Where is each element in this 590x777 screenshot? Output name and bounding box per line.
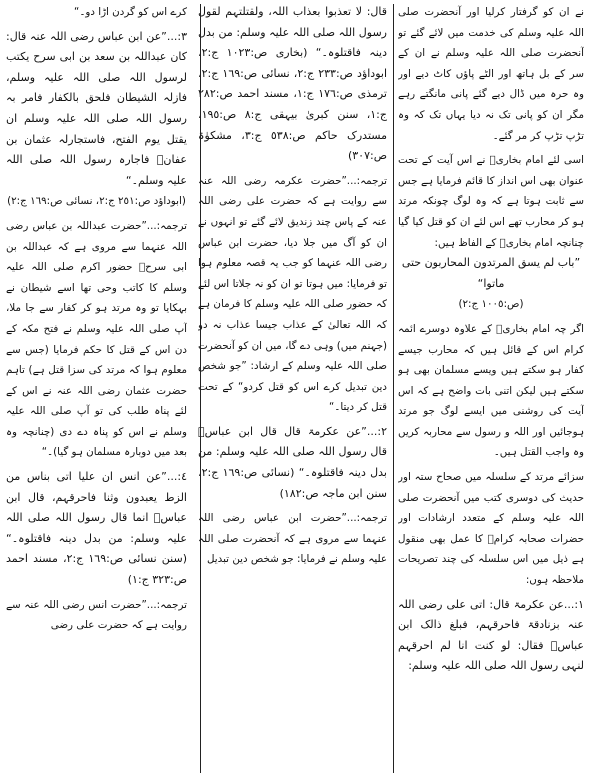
translation: ترجمہ:...”حضرت عکرمہ رضی اللہ عنہ سے روایت ہے کہ حضرت علی رضی اللہ عنہ کے پاس چند زندیق لائے گئے تو انہوں نے ان کو آگ میں جلا دیا، حضرت ابن عباس رضی اللہ عنہما کو جب یہ قصہ معلوم ہوا تو فرمایا: میں ہوتا تو ان کو نہ جلاتا اس لئے کہ حضور صلی اللہ علیہ وسلم کا فرمان ہے کہ اللہ تعالیٰ کے عذاب جیسا عذاب نہ دو (جہنم میں) وہی دے گا، میں ان کو آنحضرت صلی اللہ علیہ وسلم کے ارشاد: ”جو شخص دین تبدیل کرے اس کو قتل کردو“ کے تحت قتل کر دیتا۔“	[198, 174, 387, 414]
paragraph: سزائے مرتد کے سلسلہ میں صحاح ستہ اور حدیث کی دوسری کتب میں آنحضرت صلی اللہ علیہ وسلم کے متعدد ارشادات اور حضرات صحابہ کرامؓ کا عمل بھی منقول ہے ذیل میں اس سلسلہ کی چند تصریحات ملاحظہ ہوں:	[398, 471, 584, 587]
column-left	[6, 2, 187, 777]
citation: (ابوداؤد ص:٢٥١ ج:٢، نسائی ص:١٦٩ ج:٢)	[7, 195, 186, 208]
column-right	[398, 2, 584, 777]
column-divider	[200, 4, 201, 773]
translation: کرے اس کو گردن اڑا دو۔“	[74, 6, 187, 18]
arabic-hadith: ٤:...”عن انس ان علیا اتی بناس من الزط یعبدون وثنا فاحرقہم، قال ابن عباسؓ انما قال رسول اللہ صلی اللہ علیہ وسلم: من بدل دینہ فاقتلوہ۔“ (سنن نسائی ص:١٦٩ ج:٢، مسند احمد ص:٣٢٣ ج:١)	[6, 470, 187, 587]
arabic-hadith: قال: لا تعذبوا بعذاب اللہ، ولقتلتہم لقول رسول اللہ صلی اللہ علیہ وسلم: من بدل دینہ فاقتلوہ۔“ (بخاری ص:١٠٢٣ ج:٢، ابوداؤد ص:٢٣٣ ج:٢، نسائی ص:١٦٩ ج:٢، ترمذی ص:١٧٦ ج:١، مسند احمد ص:٢٨٢ ج:١، سنن کبریٰ بیہقی ج:٨ ص:١٩٥، مستدرک حاکم ص:٥٣٨ ج:٣، مشکوٰۃ ص:٣٠٧)	[198, 5, 387, 163]
translation: ترجمہ:...”حضرت انس رضی اللہ عنہ سے روایت ہے کہ حضرت علی رضی	[6, 598, 187, 632]
paragraph: اگر چہ امام بخاریؒ کے علاوہ دوسرے ائمہ کرام اس کے قائل ہیں کہ محارب جیسے کفار ہو سکتے ہیں ویسے مسلمان بھی ہو سکتے ہیں لیکن اتنی بات واضح ہے کہ اس آیت کی روشنی میں ایسے لوگ جو مرتد ہوجائیں اور اللہ و رسول سے محاربہ کریں وہ واجب القتل ہیں۔	[398, 322, 584, 459]
arabic-quote: ”باب لم یسق المرتدون المحاربون حتی ماتوا“	[401, 256, 581, 290]
column-middle	[198, 2, 387, 777]
arabic-hadith: ٢:...”عن عکرمۃ قال قال ابن عباسؓ قال رسول اللہ صلی اللہ علیہ وسلم: من بدل دینہ فاقتلوہ۔“ (نسائی ص:١٦٩ ج:٢، سنن ابن ماجہ ص:١٨٢)	[198, 424, 387, 500]
arabic-hadith: ٣:...”عن ابن عباس رضی اللہ عنہ قال: کان عبداللہ بن سعد بن ابی سرح یکتب لرسول اللہ صلی اللہ علیہ وسلم، فازلہ الشیطان فلحق بالکفار فامر بہ رسول اللہ صلی اللہ علیہ وسلم ان یقتل یوم الفتح، فاستجارلہ عثمان بن عفانؓ فاجارہ رسول اللہ صلی اللہ علیہ وسلم۔“	[6, 29, 187, 187]
paragraph: نے ان کو گرفتار کرلیا اور آنحضرت صلی اللہ علیہ وسلم کی خدمت میں لائے گئے تو آنحضرت صلی اللہ علیہ وسلم نے ان کے سر کے بل ہاتھ اور الٹے پاؤں کاٹ دیے اور وہ حرہ میں ڈال دیے گئے پانی مانگتے رہے مگر ان کو پانی تک نہ دیا یہاں تک کہ وہ تڑپ تڑپ کر مر گئے۔	[398, 6, 584, 142]
translation: ترجمہ:...”حضرت ابن عباس رضی اللہ عنہما سے مروی ہے کہ آنحضرت صلی اللہ علیہ وسلم نے فرمایا: جو شخص دین تبدیل	[198, 512, 387, 566]
arabic-hadith: ١:...عن عکرمۃ قال: اتی علی رضی اللہ عنہ بزنادقۃ فاحرقہم، فبلغ ذالک ابن عباسؓ فقال: لو کنت انا لم احرقہم لنہی رسول اللہ صلی اللہ علیہ وسلم:	[398, 597, 584, 673]
column-divider	[393, 4, 394, 773]
paragraph: اسی لئے امام بخاریؒ نے اس آیت کے تحت عنوان بھی اس انداز کا قائم فرمایا ہے جس سے ثابت ہوتا ہے کہ وہ لوگ چونکہ مرتد ہو کر محارب تھے اس لئے ان کو قتل کیا گیا چنانچہ امام بخاریؒ کے الفاظ ہیں:	[398, 154, 584, 249]
translation: ترجمہ:...”حضرت عبداللہ بن عباس رضی اللہ عنہما سے مروی ہے کہ عبداللہ بن ابی سرحؓ حضور اکرم صلی اللہ علیہ وسلم کا کاتب وحی تھا اسے شیطان نے بہکایا تو وہ مرتد ہو کر کفار سے جا ملا، آپ صلی اللہ علیہ وسلم نے فتح مکہ کے دن اس کے قتل کا حکم فرمایا (جس سے معلوم ہوا کہ مرتد کی سزا قتل ہے) تاہم حضرت عثمان رضی اللہ عنہ نے اس کے لئے پناہ طلب کی تو آپ صلی اللہ علیہ وسلم نے اس کو پناہ دے دی (چنانچہ وہ بعد میں دوبارہ مسلمان ہو گیا)۔“	[6, 219, 187, 459]
citation: (ص:١٠٠٥ ج:٢)	[458, 298, 524, 311]
